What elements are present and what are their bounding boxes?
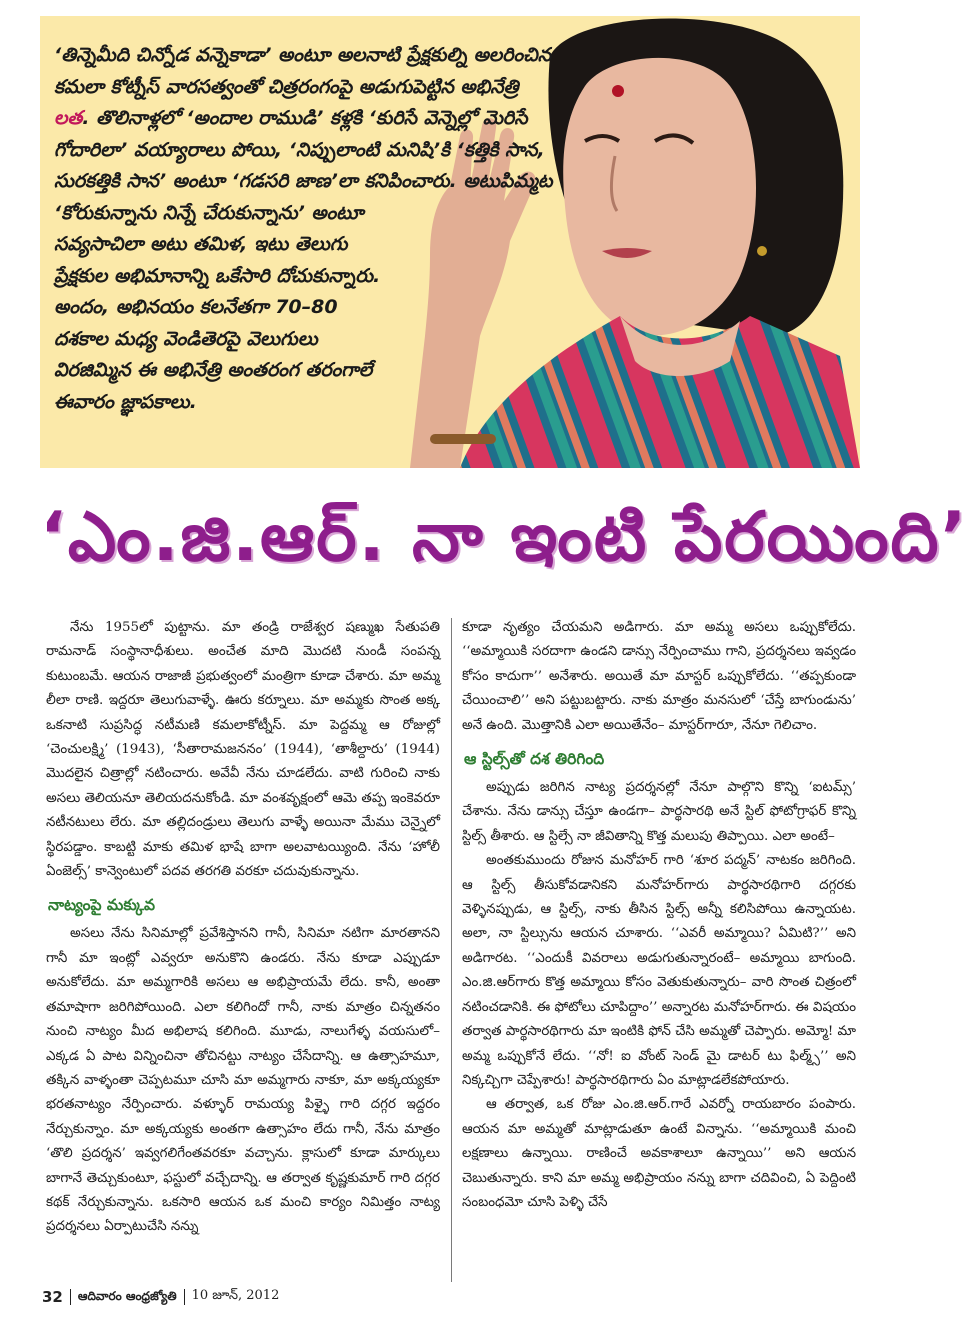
intro-part1: ‘తిన్నెమీది చిన్నోడ వన్నెకాడా’ అంటూ అలనాటి ప్రేక్షకుల్ని అలరించిన కమలా కోట్నీస్ వారసత్వంతో చిత్రరంగంపై అడుగుపెట్టిన అభినేత్రి (54, 44, 552, 98)
hero-panel (40, 16, 860, 468)
intro-paragraph (54, 40, 554, 229)
article-headline: ‘ఎం.జి.ఆర్. నా ఇంటి పేరయింది’ (40, 498, 968, 577)
intro-part3: సవ్యసాచిలా అటు తమిళ, ఇటు తెలుగు ప్రేక్షకుల అభిమానాన్ని ఒకేసారి దోచుకున్నారు. అందం, అభినయం కలనేతగా 70–80 దశకాల మధ్య వెండితెరపై వెలుగులు విరజిమ్మిన ఈ అభినేత్రి అంతరంగ తరంగాలే ఈవారం జ్ఞాపకాలు. (54, 233, 381, 413)
right-paragraph-3: అంతకుముందు రోజున మనోహర్ గారి ‘శూర పద్మన్’ నాటకం జరిగింది. ఆ స్టిల్స్ తీసుకోవడానికని మనోహర్‌గారు పార్థసారథిగారి దగ్గరకు వెళ్ళినప్పుడు, ఆ స్టిల్స్, నాకు తీసిన స్టిల్స్ అన్నీ కలిసిపోయి ఉన్నాయట. అలా, నా స్టిల్సును ఆయన చూశారు. ‘‘ఎవరీ అమ్మాయి? ఏమిటి?’’ అని అడిగారట. ‘‘ఎందుకీ వివరాలు అడుగుతున్నారంటే– అమ్మాయి బాగుంది. ఎం.జి.ఆర్‌గారు కొత్త అమ్మాయి కోసం వెతుకుతున్నారు– వారి సొంత చిత్రంలో నటించడానికి. ఈ ఫోటోలు చూపిద్దాం’’ అన్నారట మనోహర్‌గారు. ఈ విషయం తర్వాత పార్థసారథిగారు మా ఇంటికి ఫోన్ చేసి అమ్మతో చెప్పారు. అమ్మో! మా అమ్మ ఒప్పుకోనే లేదు. ‘‘నో! ఐ వోంట్ సెండ్ మై డాటర్ టు ఫిల్మ్స్’’ అని నిక్కచ్చిగా చెప్పేశారు! పార్థసారథిగారు ఏం మాట్లాడలేకపోయారు. (462, 853, 856, 1088)
page-number: 32 (42, 1288, 63, 1306)
footer-separator (70, 1289, 71, 1305)
right-paragraph-2: అప్పుడు జరిగిన నాట్య ప్రదర్శనల్లో నేనూ పాల్గొని కొన్ని ‘ఐటమ్స్’ చేశాను. నేను డాన్సు చేస్తూ ఉండగా– పార్థసారథి అనే స్టిల్ ఫోటోగ్రాఫర్ కొన్ని స్టిల్స్ తీశారు. ఆ స్టిల్సే నా జీవితాన్ని కొత్త మలుపు తిప్పాయి. ఎలా అంటే– (462, 780, 856, 844)
right-column (462, 616, 856, 1215)
right-paragraph-1: కూడా నృత్యం చేయమని అడిగారు. మా అమ్మ అసలు ఒప్పుకోలేదు. ‘‘అమ్మాయికి సరదాగా ఉండని డాన్సు నేర్పించాము గాని, ప్రదర్శనలు ఇవ్వడం కోసం కాదుగా’’ అనేశారు. అయితే మా మాస్టర్ ఒప్పుకోలేదు. ‘‘తప్పకుండా చేయించాలి’’ అని పట్టుబట్టారు. నాకు మాత్రం మనసులో ‘చేస్తే బాగుండును’ అనే ఉంది. మొత్తానికి ఎలా అయితేనేం– మాస్టర్‌గారూ, నేనూ గెలిచాం. (462, 620, 856, 733)
intro-part2: . తొలినాళ్లలో ‘అందాల రాముడి’ కళ్లకి ‘కురిసే వెన్నెల్లో మెరిసే గోదారిలా’ వయ్యారాలు పోయి, ‘నిప్పులాంటి మనిషి’కి ‘కత్తికి సాన, సురకత్తికి సాన’ అంటూ ‘గడసరి జాణ’లా కనిపించారు. అటుపిమ్మట ‘కోరుకున్నాను నిన్నే చేరుకున్నాను’ అంటూ (54, 107, 553, 224)
page-footer (42, 1286, 279, 1308)
subhead-stills-turned-fortune: ఆ స్టిల్స్‌తో దశ తిరిగింది (464, 750, 605, 769)
column-divider (451, 618, 452, 1282)
left-paragraph-1: నేను 1955లో పుట్టాను. మా తండ్రి రాజేశ్వర షణ్ముఖ సేతుపతి రామనాడ్ సంస్థానాధీశులు. అంచేత మాది మొదటి నుండీ సంపన్న కుటుంబమే. ఆయన రాజాజీ ప్రభుత్వంలో మంత్రిగా కూడా చేశారు. మా అమ్మ లీలా రాణి. ఇద్దరూ తెలుగువాళ్ళే. ఊరు కర్నూలు. మా అమ్మకు సొంత అక్క ఒకనాటి సుప్రసిద్ధ నటీమణి కమలాకోట్నీస్‌. మా పెద్దమ్మ ఆ రోజుల్లో ‘చెంచులక్ష్మి’ (1943), ‘సీతారామజననం’ (1944), ‘తాశీల్దారు’ (1944) మొదలైన చిత్రాల్లో నటించారు. అవేవీ నేను చూడలేదు. వాటి గురించి నాకు అసలు తెలియనూ తెలియదనుకోండి. మా వంశవృక్షంలో ఆమె తప్ప ఇంకెవరూ నటీనటులు లేరు. మా తల్లిదండ్రులు తెలుగు వాళ్ళే అయినా మేము చెన్నైలో స్థిరపడ్డాం. కాబట్టి మాకు తమిళ భాషే బాగా అలవాటయ్యింది. నేను ‘హోలీ ఏంజెల్స్‌’ కాన్వెంటులో పదవ తరగతి వరకూ చదువుకున్నాను. (46, 620, 440, 880)
issue-date: 10 జూన్, 2012 (191, 1288, 280, 1303)
left-column (46, 616, 440, 1240)
publication-name: ఆదివారం ఆంధ్రజ్యోతి (77, 1288, 177, 1303)
footer-separator (184, 1289, 185, 1305)
actress-name: లత (54, 107, 83, 129)
subhead-dance-passion: నాట్యంపై మక్కువ (48, 896, 156, 915)
intro-text (54, 40, 554, 418)
right-paragraph-4: ఆ తర్వాత, ఒక రోజు ఎం.జి.ఆర్.గారే ఎవర్నో రాయబారం పంపారు. ఆయన మా అమ్మతో మాట్లాడుతూ ఉంటే విన్నాను. ‘‘అమ్మాయికి మంచి లక్షణాలు ఉన్నాయి. రాణించే అవకాశాలూ ఉన్నాయి’’ అని ఆయన చెబుతున్నారు. కాని మా అమ్మ అభిప్రాయం నన్ను బాగా చదివించి, ఏ పెద్దింటి సంబంధమో చూసి పెళ్ళి చేసే (462, 1097, 856, 1210)
left-paragraph-2: అసలు నేను సినిమాల్లో ప్రవేశిస్తానని గానీ, సినిమా నటిగా మారతానని గానీ మా ఇంట్లో ఎవ్వరూ అనుకొని ఉండరు. నేను కూడా ఎప్పుడూ అనుకోలేదు. మా అమ్మగారికి అసలు ఆ అభిప్రాయమే లేదు. కానీ, అంతా తమాషాగా జరిగిపోయింది. ఎలా కలిగిందో గానీ, నాకు మాత్రం చిన్నతనం నుంచి నాట్యం మీద అభిలాష కలిగింది. మూడు, నాలుగేళ్ళ వయసులో– ఎక్కడ ఏ పాట విన్నించినా తోచినట్టు నాట్యం చేసేదాన్ని. ఆ ఉత్సాహమూ, తక్కిన వాళ్ళంతా చెప్పటమూ చూసి మా అమ్మగారు నాకూ, మా అక్కయ్యకూ భరతనాట్యం నేర్పించారు. వళ్ళూర్ రామయ్య పిళ్ళై గారి దగ్గర ఇద్దరం నేర్చుకున్నాం. మా అక్కయ్యకు అంతగా ఉత్సాహం లేదు గానీ, నేను మాత్రం ‘తొలి ప్రదర్శన’ ఇవ్వగలిగేంతవరకూ వచ్చాను. క్లాసులో కూడా మార్కులు బాగానే తెచ్చుకుంటూ, ఫస్టులో వచ్చేదాన్ని. ఆ తర్వాత కృష్ణకుమార్ గారి దగ్గర కథక్ నేర్చుకున్నాను. ఒకసారి ఆయన ఒక మంచి కార్యం నిమిత్తం నాట్య ప్రదర్శనలు ఏర్పాటుచేసి నన్ను (46, 926, 440, 1235)
